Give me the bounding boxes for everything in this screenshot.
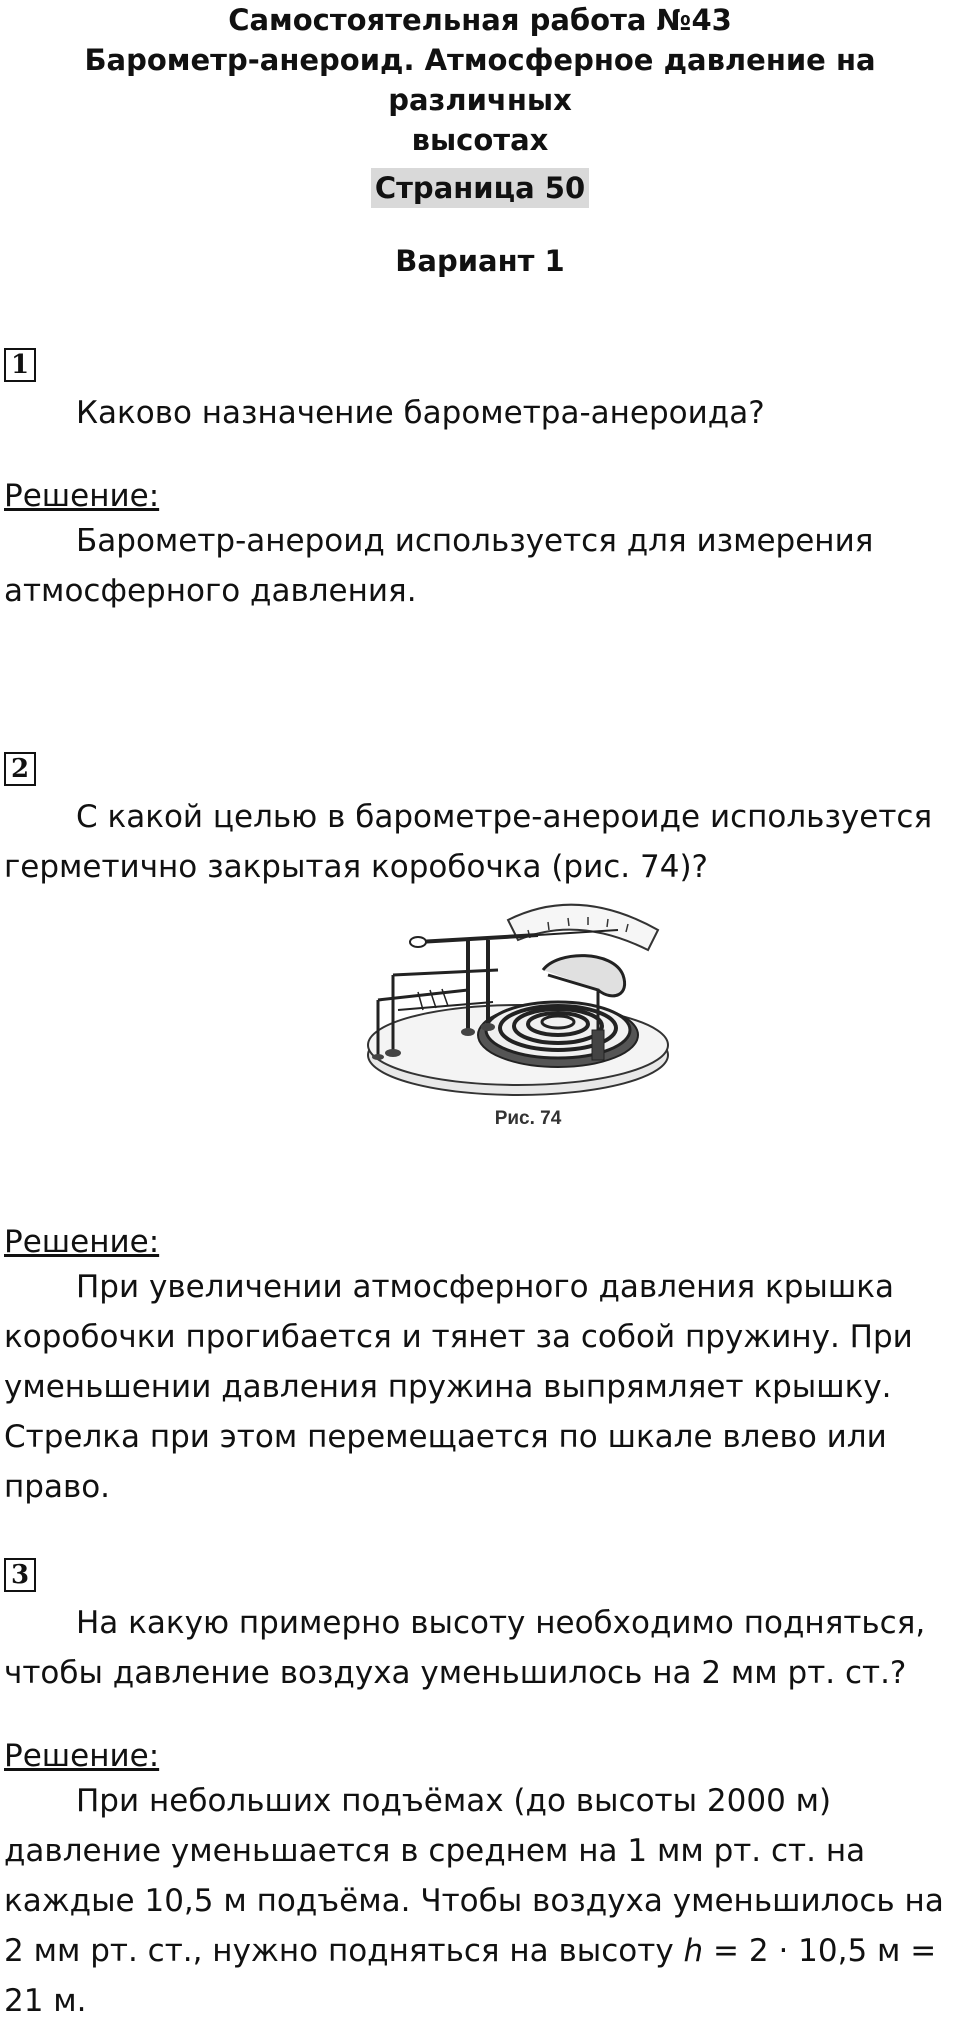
task-2 [4, 752, 956, 892]
figure-74 [358, 890, 688, 1150]
task-number-box: 3 [4, 1558, 36, 1592]
task-question: На какую примерно высоту необходимо подняться, чтобы давление воздуха уменьшилось на 2 мм рт. ст.? [4, 1605, 926, 1691]
document-header [0, 0, 960, 208]
topic-title-line2: высотах [411, 123, 549, 157]
solution-label: Решение: [4, 1738, 160, 1774]
task-question: С какой целью в барометре-анероиде используется герметично закрытая коробочка (рис. 74)? [4, 799, 933, 885]
task-2-solution [4, 1222, 956, 1512]
task-number-box: 1 [4, 348, 36, 382]
task-number-box: 2 [4, 752, 36, 786]
task-1 [4, 348, 956, 616]
solution-label: Решение: [4, 478, 160, 514]
solution-text-part2: = 2 · 10,5 м = 21 м. [4, 1933, 937, 2019]
height-variable: h [683, 1933, 704, 1969]
topic-title-line1: Барометр-анероид. Атмосферное давление на различных [84, 43, 876, 117]
variant-title: Вариант 1 [395, 244, 565, 278]
work-title: Самостоятельная работа №43 [228, 3, 732, 37]
solution-label: Решение: [4, 1224, 160, 1260]
solution-text [4, 1776, 956, 2026]
page-number-label: Страница 50 [371, 168, 589, 208]
solution-text: Барометр-анероид используется для измерения атмосферного давления. [4, 523, 874, 609]
figure-caption: Рис. 74 [494, 1108, 562, 1129]
aneroid-barometer-illustration [358, 890, 688, 1105]
task-question: Каково назначение барометра-анероида? [76, 395, 765, 431]
solution-text: При увеличении атмосферного давления крышка коробочки прогибается и тянет за собой пружину. При уменьшении давления пружина выпрямляет крышку. Стрелка при этом перемещается по шкале влево или право. [4, 1269, 913, 1505]
solution-text-part1: При небольших подъёмах (до высоты 2000 м) давление уменьшается в среднем на 1 мм рт. ст. на каждые 10,5 м подъёма. Чтобы воздуха уменьшилось на 2 мм рт. ст., нужно подняться на высоту [4, 1783, 944, 1969]
task-3 [4, 1558, 956, 2026]
